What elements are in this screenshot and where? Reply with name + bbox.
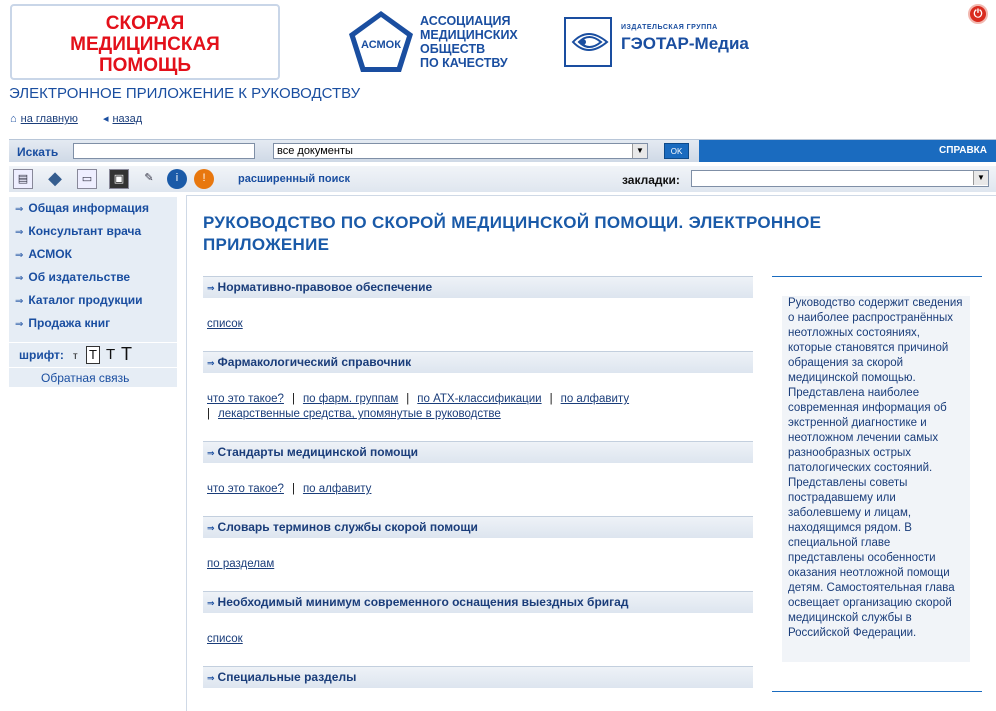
sidebar [9,197,177,387]
section-link[interactable]: что это такое? [207,483,284,495]
logo-line: ПОМОЩЬ [98,55,192,76]
scope-value: все документы [277,145,353,157]
divider [772,276,982,277]
sidebar-item-about-publisher[interactable] [9,266,177,289]
chevron-down-icon[interactable]: ▼ [632,144,647,158]
geotar-logo[interactable] [563,16,763,70]
document-scan-icon[interactable]: ▣ [109,169,129,189]
newspaper-icon[interactable]: ▤ [13,169,33,189]
scope-select[interactable] [273,143,648,159]
section-links: что это такое? | по фарм. группам | по АТХ-классификации | по алфавиту | лекарственные средства, упомянутые в руководстве [207,393,630,420]
nav-links [10,112,164,128]
toolbar [9,166,996,192]
search-bar [9,139,996,162]
section-link[interactable]: по АТХ-классификации [417,393,542,405]
section-header [203,441,753,463]
search-label: Искать [17,145,59,159]
sidebar-item-book-sales[interactable] [9,312,177,335]
section-header [203,516,753,538]
search-ok-button[interactable]: OK [664,143,689,159]
arrow-icon: ⇒ [207,598,215,608]
search-input[interactable] [73,143,255,159]
book-icon[interactable]: ◆ [48,168,62,188]
sidebar-item-label: Общая информация [28,201,150,215]
section-link[interactable]: что это такое? [207,393,284,405]
font-size-small[interactable]: т [73,351,78,362]
section-link[interactable]: по фарм. группам [302,393,399,405]
home-link[interactable]: на главную [20,113,78,125]
sidebar-item-general-info[interactable] [9,197,177,220]
info-text: Руководство содержит сведения о наиболее распространённых неотложных состояниях, которые становятся причиной обращения за скорой медицинской помощью. Представлена наиболее современная информация об экстренной диагностике и неотложном лечении самых разнообразных острых патологических состояний. Представлены советы пострадавшему или заболевшему и лицам, находящимся рядом. В специальной главе представлены особенности оказания неотложной помощи детям. Самостоятельная глава освещает организацию скорой медицинской службы в Российской Федерации. [782,296,970,662]
arrow-icon: ⇒ [15,250,24,261]
arrow-icon: ⇒ [207,358,215,368]
page-title: РУКОВОДСТВО ПО СКОРОЙ МЕДИЦИНСКОЙ ПОМОЩИ. ЭЛЕКТРОННОЕ ПРИЛОЖЕНИЕ [203,213,822,254]
section-header [203,351,753,373]
section-links [207,317,747,332]
header [0,0,996,110]
sidebar-item-label: АСМОК [28,247,72,261]
geotar-name: ГЭОТАР-Медиа [621,34,749,53]
help-strip [699,140,996,162]
section-link[interactable]: список [207,318,243,330]
section-links: что это такое? | по алфавиту [207,483,372,495]
home-icon: ⌂ [10,113,17,125]
font-size-large[interactable]: Т [106,346,116,363]
sidebar-item-catalog[interactable] [9,289,177,312]
bookmarks-label: закладки: [622,173,680,187]
section-link[interactable]: лекарственные средства, упомянутые в руководстве [218,408,501,420]
sidebar-item-label: Продажа книг [28,316,111,330]
asmok-logo[interactable] [345,8,535,76]
pentagon-icon [345,8,417,76]
section-link[interactable]: по алфавиту [560,393,630,405]
section-title: Стандарты медицинской помощи [217,445,419,459]
section-links [207,557,747,572]
logo-line: МЕДИЦИНСКАЯ [70,34,220,55]
arrow-icon: ⇒ [207,448,215,458]
section-header [203,666,753,688]
section-title: Словарь терминов службы скорой помощи [217,520,478,534]
section-title: Необходимый минимум современного оснащения выездных бригад [217,595,629,609]
back-link[interactable]: назад [112,113,143,125]
arrow-icon: ⇒ [207,283,215,293]
logo-line: СКОРАЯ [105,13,185,34]
card-icon[interactable]: ▭ [77,169,97,189]
geotar-emblem-icon [563,16,615,70]
alert-icon[interactable]: ! [194,169,214,189]
section-link[interactable]: список [207,633,243,645]
asmok-line: МЕДИЦИНСКИХ [420,28,518,42]
app-subtitle: ЭЛЕКТРОННОЕ ПРИЛОЖЕНИЕ К РУКОВОДСТВУ [9,85,361,102]
section-title: Фармакологический справочник [217,355,412,369]
bookmarks-select[interactable] [691,170,989,187]
asmok-line: АССОЦИАЦИЯ [420,14,511,28]
sidebar-item-label: Консультант врача [28,224,142,238]
arrow-icon: ⇒ [207,523,215,533]
arrow-icon: ⇒ [15,227,24,238]
ambulance-logo[interactable] [10,4,280,80]
advanced-search-link[interactable]: расширенный поиск [238,173,350,185]
section-links [207,632,747,647]
back-arrow-icon: ◂ [102,113,109,125]
font-size-label: шрифт: [19,348,64,362]
asmok-line: ОБЩЕСТВ [420,42,486,56]
divider [772,691,982,692]
font-size-medium[interactable]: Т [86,346,100,364]
feedback-row [9,367,177,387]
arrow-icon: ⇒ [15,296,24,307]
chevron-down-icon[interactable]: ▼ [973,171,988,185]
feedback-link[interactable]: Обратная связь [41,371,130,385]
asmok-line: ПО КАЧЕСТВУ [420,56,508,70]
font-size-row [9,342,177,366]
arrow-icon: ⇒ [15,319,24,330]
info-box [772,274,982,694]
section-header [203,276,753,298]
section-link[interactable]: по алфавиту [302,483,372,495]
font-size-xlarge[interactable]: Т [121,344,132,364]
arrow-icon: ⇒ [207,673,215,683]
info-icon[interactable]: i [167,169,187,189]
pen-icon[interactable]: ✎ [144,172,154,184]
arrow-icon: ⇒ [15,273,24,284]
section-title: Нормативно-правовое обеспечение [217,280,433,294]
section-link[interactable]: по разделам [207,558,275,570]
geotar-small-text: ИЗДАТЕЛЬСКАЯ ГРУППА [621,24,718,31]
main-content [186,195,996,711]
asmok-badge-text: АСМОК [361,39,401,51]
sidebar-item-label: Об издательстве [28,270,131,284]
arrow-icon: ⇒ [15,204,24,215]
section-title: Специальные разделы [217,670,357,684]
power-icon[interactable]: ⏻ [968,4,988,24]
sidebar-item-label: Каталог продукции [28,293,143,307]
section-header [203,591,753,613]
sidebar-item-asmok[interactable] [9,243,177,266]
help-link[interactable]: СПРАВКА [939,145,987,156]
sidebar-item-doctor-consultant[interactable] [9,220,177,243]
asmok-text [420,14,518,70]
